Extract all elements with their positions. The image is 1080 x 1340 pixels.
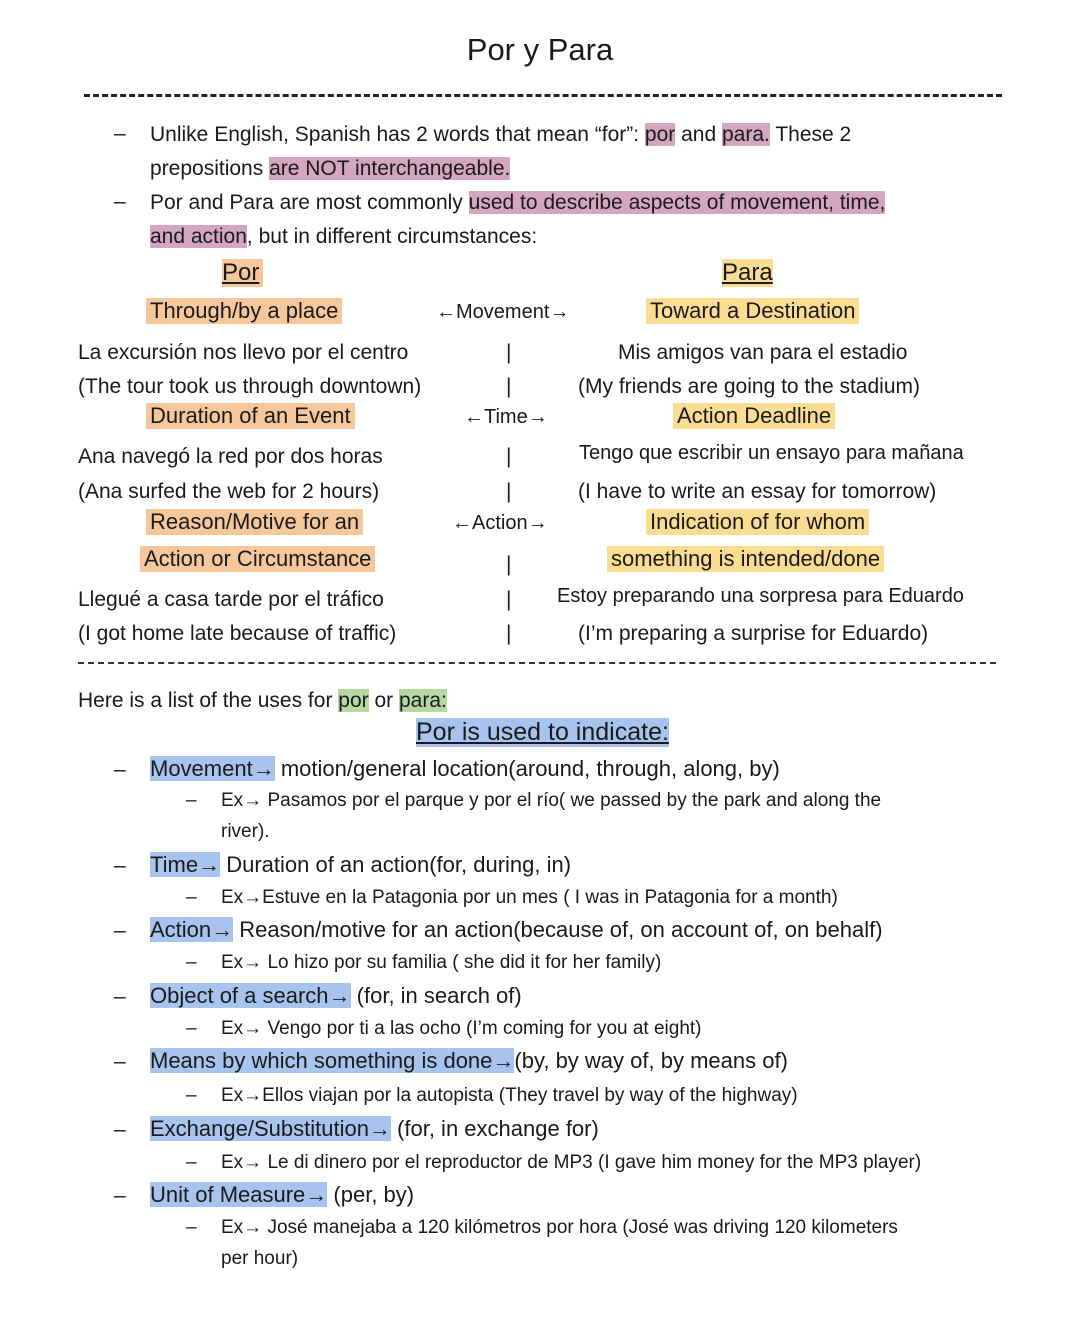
intro-bullet-1-line-1: [150, 118, 851, 152]
sub-bullet-dash: –: [186, 790, 197, 811]
bullet-dash: –: [114, 122, 126, 145]
para-heading: Para: [722, 259, 773, 286]
para-title-time: Action Deadline: [673, 403, 835, 429]
use-desc: (by, by way of, by means of): [514, 1048, 788, 1073]
por-example-movement: La excursión nos llevo por el centro: [78, 341, 409, 364]
sub-bullet-dash: –: [186, 887, 197, 908]
use-example-unit-of-measure-cont: per hour): [221, 1248, 299, 1269]
sub-bullet-dash: –: [186, 1018, 197, 1039]
bullet-dash: –: [114, 190, 126, 213]
por-example-time: Ana navegó la red por dos horas: [78, 445, 383, 468]
use-desc: (for, in exchange for): [390, 1116, 599, 1141]
page-title: Por y Para: [466, 32, 614, 67]
por-heading: Por: [222, 259, 263, 287]
sub-bullet-dash: –: [186, 1217, 197, 1238]
para-translation-action: (I’m preparing a surprise for Eduardo): [578, 622, 929, 645]
use-example-means: Ex→Ellos viajan por la autopista (They travel by way of the highway): [221, 1085, 798, 1106]
highlight-por: por: [338, 689, 369, 712]
use-example-exchange: Ex→ Le di dinero por el reproductor de MP3 (I gave him money for the MP3 player): [221, 1152, 922, 1173]
use-example-action: Ex→ Lo hizo por su familia ( she did it for her family): [221, 952, 662, 973]
intro-bullet-2-line-1: [150, 186, 885, 220]
bullet-dash: –: [114, 985, 126, 1008]
sub-bullet-dash: –: [186, 1085, 197, 1106]
use-item-exchange: [150, 1116, 599, 1142]
para-translation-movement: (My friends are going to the stadium): [578, 375, 920, 398]
bullet-dash: –: [114, 1050, 126, 1073]
arrow-action: ←Action→: [452, 512, 548, 534]
title-divider: [84, 94, 1002, 97]
por-title-action-2: Action or Circumstance: [140, 546, 375, 572]
use-desc: motion/general location(around, through, along, by): [274, 756, 780, 781]
use-example-movement-cont: river).: [221, 821, 270, 842]
highlight-not-interchangeable: are NOT interchangeable.: [269, 157, 511, 180]
bullet-dash: –: [114, 1118, 126, 1141]
sub-bullet-dash: –: [186, 952, 197, 973]
por-example-action: Llegué a casa tarde por el tráfico: [78, 588, 384, 611]
use-label: Movement→: [150, 756, 275, 781]
use-desc: Reason/motive for an action(because of, on account of, on behalf): [233, 917, 883, 942]
para-example-time: Tengo que escribir un ensayo para mañana: [579, 442, 964, 464]
use-item-time: [150, 852, 571, 878]
por-title-action-1: Reason/Motive for an: [146, 509, 363, 535]
use-label: Time→: [150, 852, 221, 877]
bullet-dash: –: [114, 1184, 126, 1207]
use-label: Object of a search→: [150, 983, 351, 1008]
por-title-movement: Through/by a place: [146, 298, 342, 324]
use-label: Action→: [150, 917, 234, 942]
use-item-object-of-search: [150, 983, 522, 1009]
highlight-aspects: used to describe aspects of movement, time,: [468, 191, 886, 214]
use-label: Means by which something is done→: [150, 1048, 515, 1073]
use-desc: Duration of an action(for, during, in): [220, 852, 572, 877]
highlight-para: para:: [398, 689, 447, 712]
use-item-action: [150, 917, 883, 943]
para-title-action-2: something is intended/done: [607, 546, 884, 572]
highlight-por: por: [644, 123, 676, 146]
intro-bullet-2-line-2: [150, 220, 537, 254]
use-item-means: [150, 1048, 788, 1074]
use-example-object-of-search: Ex→ Vengo por ti a las ocho (I’m coming for you at eight): [221, 1018, 702, 1039]
arrow-time: ←Time→: [464, 406, 548, 428]
text: or: [368, 689, 399, 712]
text: and: [675, 123, 722, 146]
highlight-and-action: and action: [150, 225, 247, 248]
text: Unlike English, Spanish has 2 words that mean “for”:: [150, 123, 645, 146]
divider: |: [506, 375, 512, 398]
por-uses-heading: Por is used to indicate:: [416, 718, 669, 746]
text: These 2: [769, 123, 852, 146]
bullet-dash: –: [114, 758, 126, 781]
divider: |: [506, 553, 512, 576]
por-title-time: Duration of an Event: [146, 403, 355, 429]
bullet-dash: –: [114, 854, 126, 877]
text: Here is a list of the uses for: [78, 689, 339, 712]
divider: |: [506, 622, 512, 645]
text: , but in different circumstances:: [246, 225, 538, 248]
use-example-unit-of-measure: Ex→ José manejaba a 120 kilómetros por hora (José was driving 120 kilometers: [221, 1217, 898, 1238]
arrow-movement: ←Movement→: [436, 301, 570, 323]
use-example-time: Ex→Estuve en la Patagonia por un mes ( I was in Patagonia for a month): [221, 887, 838, 908]
para-translation-time: (I have to write an essay for tomorrow): [578, 480, 937, 503]
use-desc: (per, by): [327, 1182, 415, 1207]
divider: |: [506, 588, 512, 611]
por-translation-time: (Ana surfed the web for 2 hours): [78, 480, 380, 503]
intro-bullet-1-line-2: [150, 152, 510, 186]
por-translation-movement: (The tour took us through downtown): [78, 375, 422, 398]
use-desc: (for, in search of): [350, 983, 522, 1008]
text: prepositions: [150, 157, 270, 180]
divider: |: [506, 480, 512, 503]
divider: |: [506, 445, 512, 468]
divider: |: [506, 341, 512, 364]
uses-intro: [78, 684, 447, 718]
use-example-movement: Ex→ Pasamos por el parque y por el río( we passed by the park and along the: [221, 790, 882, 811]
section-divider: [78, 662, 996, 664]
text: Por and Para are most commonly: [150, 191, 469, 214]
use-label: Unit of Measure→: [150, 1182, 328, 1207]
sub-bullet-dash: –: [186, 1152, 197, 1173]
use-item-unit-of-measure: [150, 1182, 414, 1208]
por-translation-action: (I got home late because of traffic): [78, 622, 397, 645]
para-title-movement: Toward a Destination: [646, 298, 859, 324]
bullet-dash: –: [114, 919, 126, 942]
use-item-movement: [150, 756, 780, 782]
para-example-movement: Mis amigos van para el estadio: [618, 341, 908, 364]
para-example-action: Estoy preparando una sorpresa para Eduardo: [557, 585, 964, 607]
use-label: Exchange/Substitution→: [150, 1116, 391, 1141]
para-title-action-1: Indication of for whom: [646, 509, 869, 535]
highlight-para: para.: [721, 123, 770, 146]
